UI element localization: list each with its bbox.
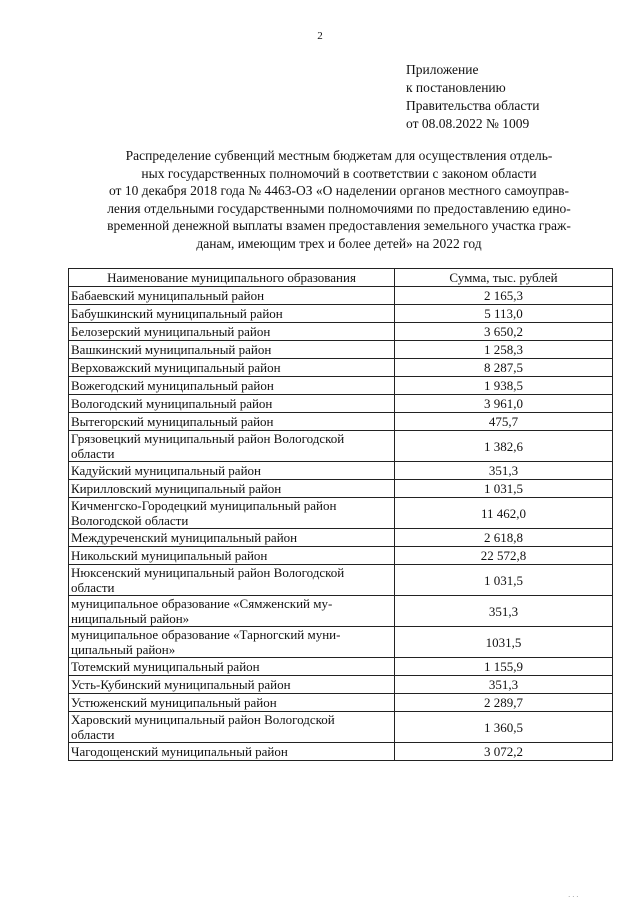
table-row [69, 395, 613, 413]
document-title [70, 147, 608, 252]
municipality-name [69, 480, 395, 498]
table-header-row [69, 269, 613, 287]
table-row [69, 676, 613, 694]
header-sum: Сумма, тыс. рублей [395, 269, 613, 287]
subvention-sum: 351,3 [395, 462, 613, 480]
municipality-name-line: Вологодской области [71, 513, 189, 528]
table-row [69, 712, 613, 743]
municipality-name [69, 547, 395, 565]
municipality-name-line: Грязовецкий муниципальный район Вологодской [71, 431, 345, 446]
scan-artifact: · · · [568, 893, 579, 901]
municipality-name-line: Кадуйский муниципальный район [71, 463, 261, 478]
municipality-name-line: Бабушкинский муниципальный район [71, 306, 283, 321]
municipality-name-line: Вашкинский муниципальный район [71, 342, 272, 357]
municipality-name [69, 377, 395, 395]
municipality-name-line: ципальный район» [71, 642, 176, 657]
municipality-name-line: Вологодский муниципальный район [71, 396, 273, 411]
subvention-sum: 2 618,8 [395, 529, 613, 547]
title-line: Распределение субвенций местным бюджетам для осуществления отдель- [125, 148, 553, 163]
municipality-name [69, 287, 395, 305]
municipality-name [69, 596, 395, 627]
table-row [69, 498, 613, 529]
municipality-name-line: области [71, 580, 115, 595]
municipality-name [69, 323, 395, 341]
subvention-sum: 3 650,2 [395, 323, 613, 341]
title-line: ления отдельными государственными полномочиями по предоставлению едино- [107, 200, 571, 216]
municipality-name [69, 395, 395, 413]
subvention-sum: 5 113,0 [395, 305, 613, 323]
municipality-name [69, 712, 395, 743]
table-row [69, 547, 613, 565]
subvention-table [68, 268, 613, 761]
municipality-name [69, 658, 395, 676]
municipality-name-line: Нюксенский муниципальный район Вологодской [71, 565, 345, 580]
municipality-name-line: Вытегорский муниципальный район [71, 414, 274, 429]
title-line: временной денежной выплаты взамен предоставления земельного участка граж- [107, 218, 571, 233]
municipality-name-line: Белозерский муниципальный район [71, 324, 271, 339]
page-number: 2 [317, 30, 323, 42]
municipality-name [69, 462, 395, 480]
municipality-name-line: Харовский муниципальный район Вологодской [71, 712, 335, 727]
header-municipality: Наименование муниципального образования [69, 269, 395, 287]
table-row [69, 287, 613, 305]
municipality-name-line: Междуреченский муниципальный район [71, 530, 298, 545]
table-row [69, 359, 613, 377]
subvention-sum: 1031,5 [395, 627, 613, 658]
municipality-name-line: Усть-Кубинский муниципальный район [71, 677, 291, 692]
appendix-line: от 08.08.2022 № 1009 [406, 116, 530, 131]
municipality-name [69, 359, 395, 377]
appendix-line: Правительства области [406, 98, 540, 113]
municipality-name [69, 305, 395, 323]
table-row [69, 462, 613, 480]
municipality-name [69, 627, 395, 658]
subvention-sum: 2 289,7 [395, 694, 613, 712]
municipality-name-line: Чагодощенский муниципальный район [71, 744, 288, 759]
municipality-name-line: ниципальный район» [71, 611, 190, 626]
appendix-line: к постановлению [406, 80, 506, 95]
municipality-name [69, 341, 395, 359]
municipality-name [69, 743, 395, 761]
subvention-sum: 3 072,2 [395, 743, 613, 761]
subvention-sum: 1 031,5 [395, 480, 613, 498]
municipality-name-line: Кичменгско-Городецкий муниципальный район [71, 498, 337, 513]
table-row [69, 341, 613, 359]
subvention-sum: 1 938,5 [395, 377, 613, 395]
municipality-name-line: Бабаевский муниципальный район [71, 288, 265, 303]
municipality-name [69, 529, 395, 547]
table-row [69, 743, 613, 761]
subvention-sum: 11 462,0 [395, 498, 613, 529]
title-line: данам, имеющим трех и более детей» на 2022 год [196, 235, 482, 251]
appendix-line: Приложение [406, 62, 479, 77]
subvention-sum: 351,3 [395, 596, 613, 627]
subvention-sum: 22 572,8 [395, 547, 613, 565]
subvention-sum: 475,7 [395, 413, 613, 431]
table-row [69, 627, 613, 658]
municipality-name-line: муниципальное образование «Сямженский му- [71, 596, 333, 611]
municipality-name-line: области [71, 446, 115, 461]
subvention-sum: 8 287,5 [395, 359, 613, 377]
table-row [69, 565, 613, 596]
table-row [69, 480, 613, 498]
appendix-block [406, 61, 539, 133]
subvention-sum: 351,3 [395, 676, 613, 694]
municipality-name-line: Тотемский муниципальный район [71, 659, 260, 674]
subvention-sum: 1 360,5 [395, 712, 613, 743]
municipality-name-line: муниципальное образование «Тарногский муни- [71, 627, 341, 642]
municipality-name-line: Кирилловский муниципальный район [71, 481, 282, 496]
municipality-name-line: Вожегодский муниципальный район [71, 378, 274, 393]
municipality-name [69, 431, 395, 462]
table-row [69, 323, 613, 341]
subvention-sum: 3 961,0 [395, 395, 613, 413]
table-row [69, 377, 613, 395]
table-row [69, 596, 613, 627]
subvention-sum: 1 031,5 [395, 565, 613, 596]
subvention-sum: 1 258,3 [395, 341, 613, 359]
municipality-name [69, 676, 395, 694]
table-row [69, 658, 613, 676]
municipality-name-line: Устюженский муниципальный район [71, 695, 277, 710]
table-row [69, 305, 613, 323]
municipality-name [69, 498, 395, 529]
municipality-name-line: Верховажский муниципальный район [71, 360, 281, 375]
municipality-name-line: Никольский муниципальный район [71, 548, 268, 563]
municipality-name [69, 694, 395, 712]
subvention-sum: 1 382,6 [395, 431, 613, 462]
table-row [69, 413, 613, 431]
table-row [69, 529, 613, 547]
table-body [69, 287, 613, 761]
table-row [69, 431, 613, 462]
municipality-name [69, 565, 395, 596]
subvention-sum: 2 165,3 [395, 287, 613, 305]
title-line: от 10 декабря 2018 года № 4463-ОЗ «О наделении органов местного самоуправ- [108, 183, 569, 198]
municipality-name [69, 413, 395, 431]
title-line: ных государственных полномочий в соответствии с законом области [141, 165, 537, 181]
subvention-sum: 1 155,9 [395, 658, 613, 676]
municipality-name-line: области [71, 727, 115, 742]
table-row [69, 694, 613, 712]
